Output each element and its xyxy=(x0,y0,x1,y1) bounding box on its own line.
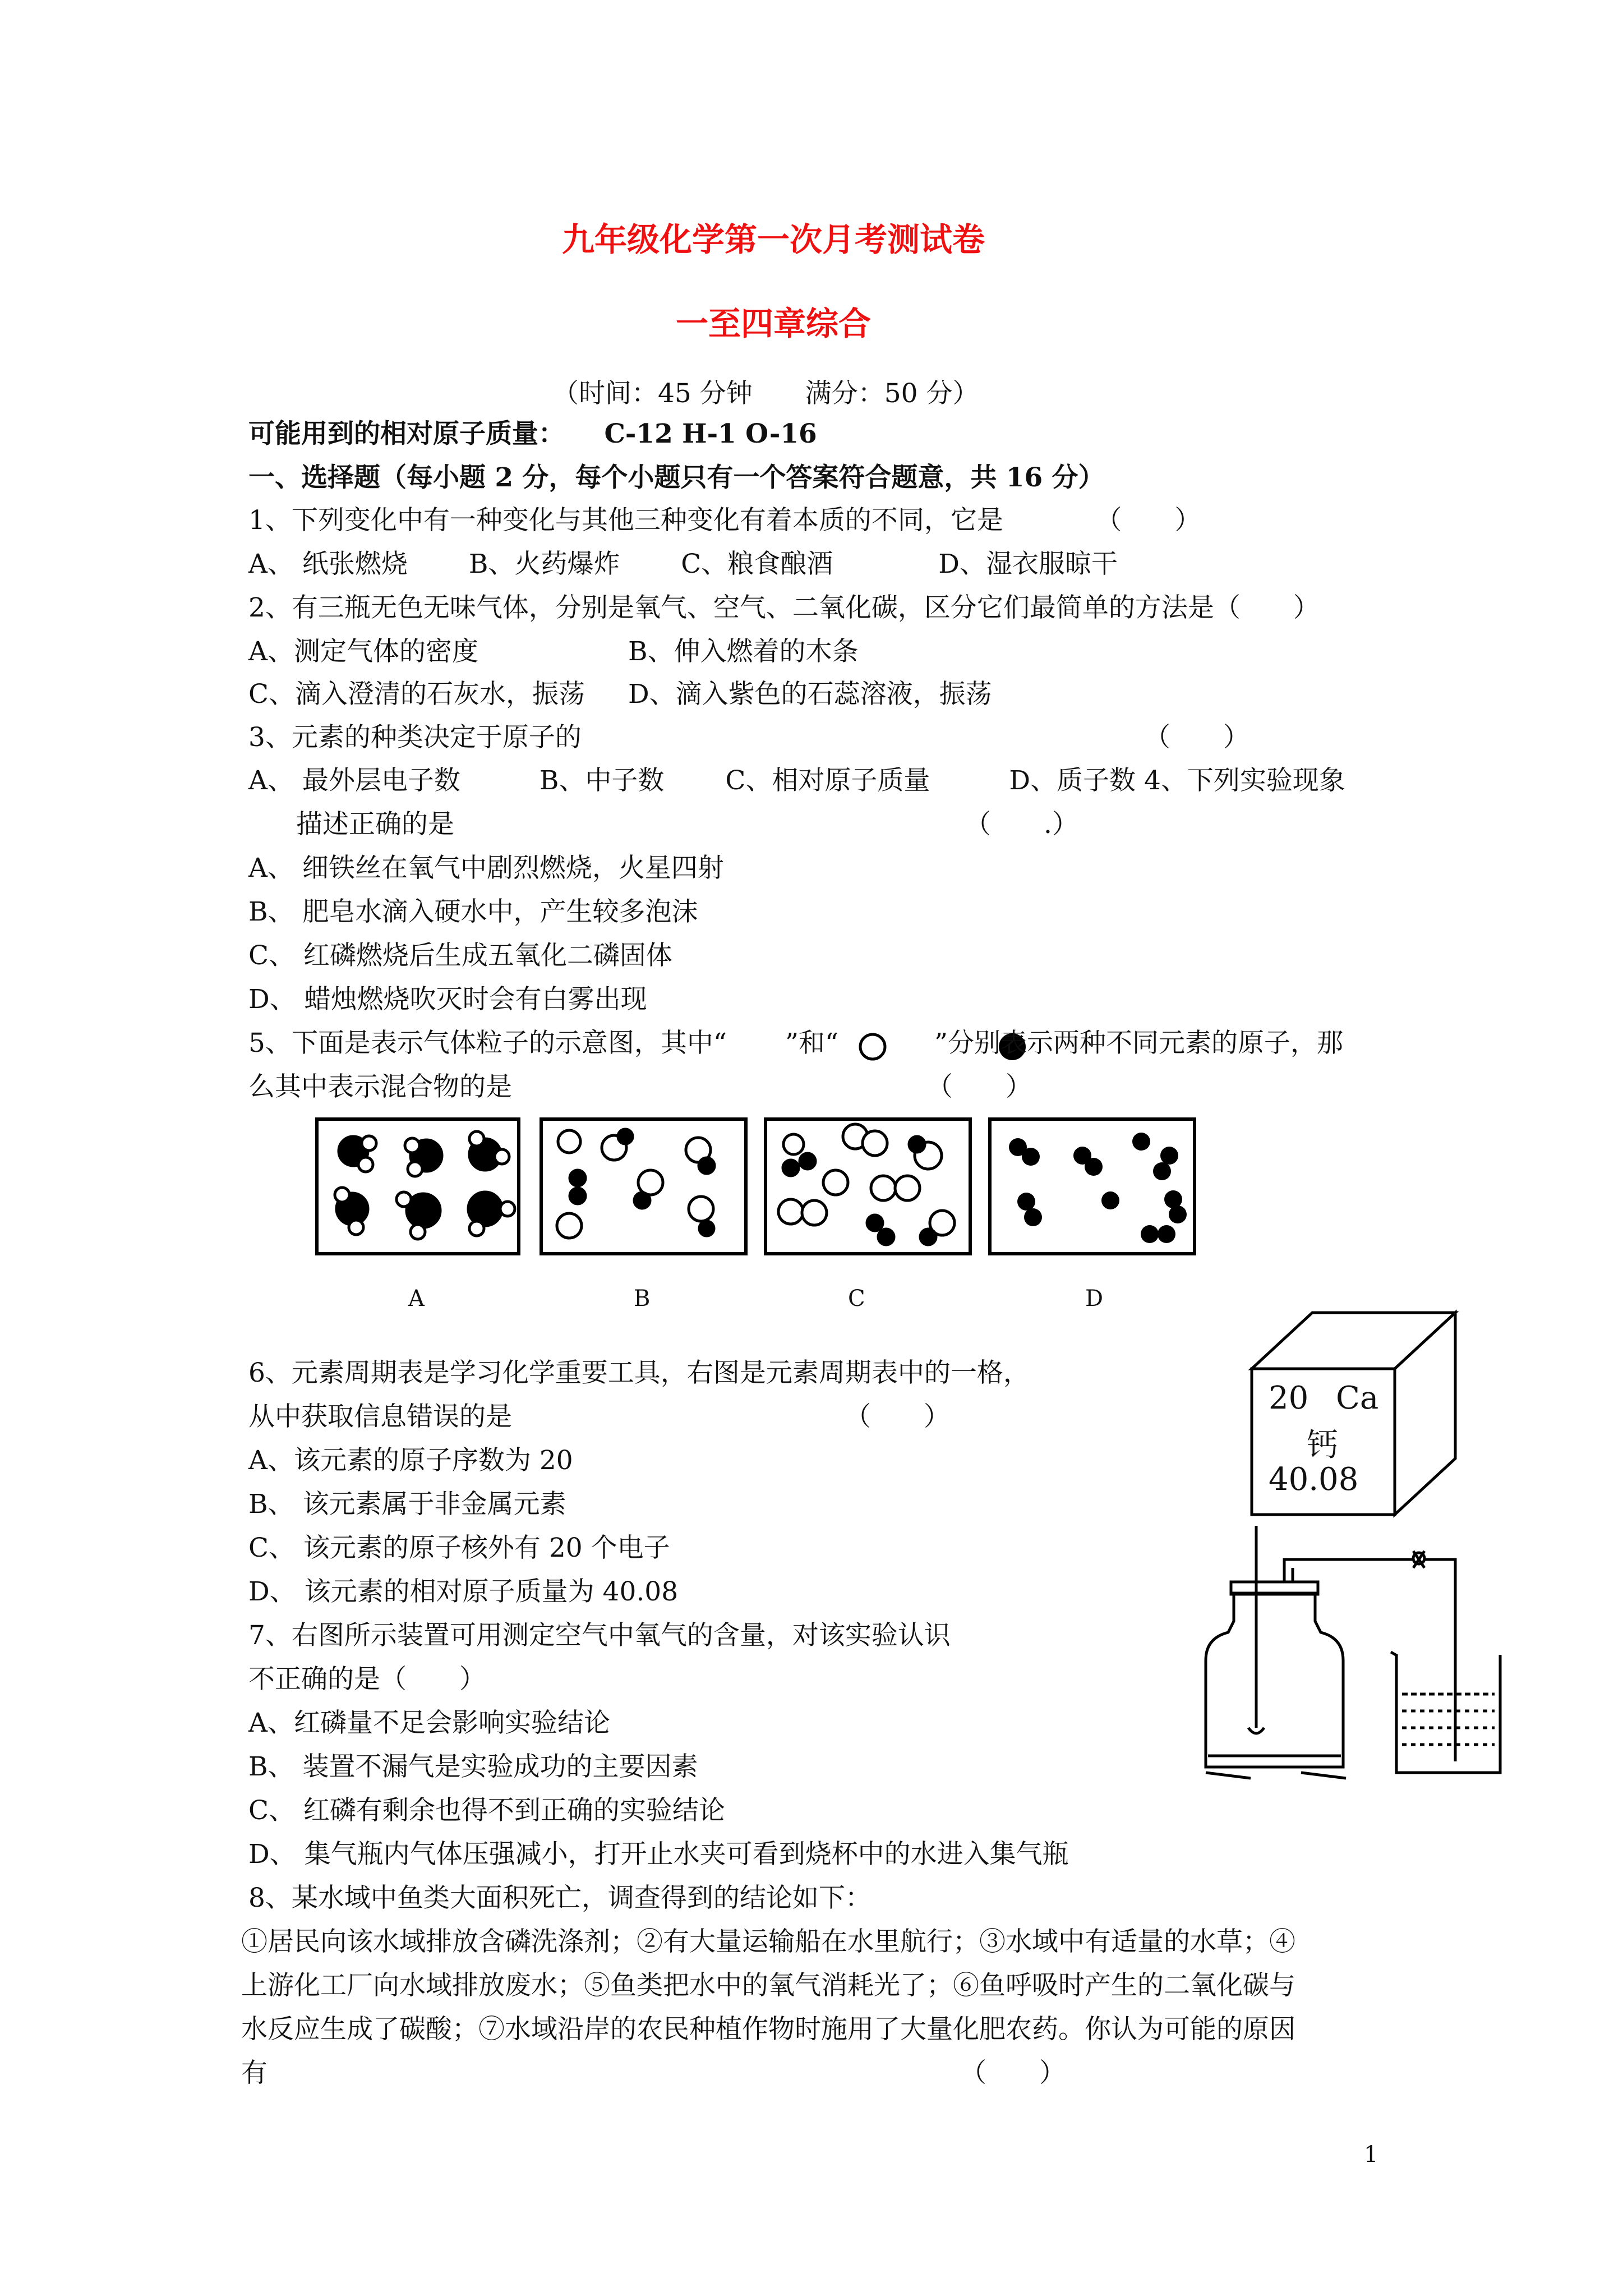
q7-option-b: B、 装置不漏气是实验成功的主要因素 xyxy=(248,1751,698,1782)
q6-option-d: D、 该元素的相对原子质量为 40.08 xyxy=(248,1576,679,1607)
q7-option-d: D、 集气瓶内气体压强减小，打开止水夹可看到烧杯中的水进入集气瓶 xyxy=(248,1839,1069,1870)
q4-option-d: D、 蜡烛燃烧吹灭时会有白雾出现 xyxy=(248,984,647,1015)
element-mass: 40.08 xyxy=(1269,1461,1359,1498)
q5-stem-part3: ”分别表示两种不同元素的原子，那 xyxy=(934,1028,1344,1059)
q4-option-b: B、 肥皂水滴入硬水中，产生较多泡沫 xyxy=(248,896,698,927)
q2-stem: 2、有三瓶无色无味气体，分别是氧气、空气、二氧化碳，区分它们最简单的方法是（ ） xyxy=(248,592,1320,623)
q8-line2: 上游化工厂向水域排放废水；⑤鱼类把水中的氧气消耗光了；⑥鱼呼吸时产生的二氧化碳与 xyxy=(241,1970,1295,2001)
q4-option-a: A、 细铁丝在氧气中剧烈燃烧，火星四射 xyxy=(248,853,724,884)
q2-option-a: A、测定气体的密度 xyxy=(248,636,478,667)
page-subtitle: 一至四章综合 xyxy=(676,305,872,343)
page-number: 1 xyxy=(1364,2142,1378,2168)
q2-option-b: B、伸入燃着的木条 xyxy=(628,636,859,667)
atomic-mass-line: 可能用到的相对原子质量： C-12 H-1 O-16 xyxy=(248,418,817,449)
q8-line1: ①居民向该水域排放含磷洗涤剂；②有大量运输船在水里航行；③水域中有适量的水草；④ xyxy=(241,1926,1295,1957)
q7-option-c: C、 红磷有剩余也得不到正确的实验结论 xyxy=(248,1795,725,1826)
q6-stem-line1: 6、元素周期表是学习化学重要工具，右图是元素周期表中的一格， xyxy=(248,1358,1030,1388)
oxygen-apparatus-diagram xyxy=(1200,1526,1514,1784)
q6-option-c: C、 该元素的原子核外有 20 个电子 xyxy=(248,1533,670,1563)
q7-stem-line1: 7、右图所示装置可用测定空气中氧气的含量，对该实验认识 xyxy=(248,1620,951,1651)
q5-particle-diagrams xyxy=(314,1116,1206,1318)
q4-paren: （ .） xyxy=(965,809,1078,840)
q5-paren: （ ） xyxy=(926,1071,1032,1102)
q7-stem-line2: 不正确的是（ ） xyxy=(248,1664,486,1695)
q3-stem: 3、元素的种类决定于原子的 xyxy=(248,722,582,753)
q4-option-c: C、 红磷燃烧后生成五氧化二磷固体 xyxy=(248,940,672,971)
q6-option-b: B、 该元素属于非金属元素 xyxy=(248,1489,566,1520)
section-heading: 一、选择题（每小题 2 分，每个小题只有一个答案符合题意，共 16 分） xyxy=(248,462,1105,493)
q6-option-a: A、该元素的原子序数为 20 xyxy=(248,1445,573,1476)
q4-stem: 描述正确的是 xyxy=(296,809,454,840)
diagram-label-a: A xyxy=(408,1286,425,1312)
q8-paren: （ ） xyxy=(960,2058,1066,2088)
element-number: 20 xyxy=(1269,1380,1309,1416)
q8-line3: 水反应生成了碳酸；⑦水域沿岸的农民种植作物时施用了大量化肥农药。你认为可能的原因 xyxy=(241,2014,1295,2045)
diagram-label-c: C xyxy=(848,1286,865,1312)
q7-option-a: A、红磷量不足会影响实验结论 xyxy=(248,1708,610,1738)
white-atom-icon xyxy=(860,1034,885,1059)
q6-stem-line2: 从中获取信息错误的是 xyxy=(248,1401,512,1432)
diagram-label-d: D xyxy=(1085,1286,1104,1312)
q2-option-d: D、滴入紫色的石蕊溶液，振荡 xyxy=(628,679,992,710)
q3-paren: （ ） xyxy=(1144,722,1249,753)
q6-paren: （ ） xyxy=(845,1401,950,1432)
element-symbol: Ca xyxy=(1336,1380,1379,1416)
q1-stem: 1、下列变化中有一种变化与其他三种变化有着本质的不同，它是 （ ） xyxy=(248,505,1201,536)
q1-options: A、 纸张燃烧 B、火药爆炸 C、粮食酿酒 D、湿衣服晾干 xyxy=(248,549,1118,579)
q5-stem-line2: 么其中表示混合物的是 xyxy=(248,1071,512,1102)
q8-line4: 有 xyxy=(241,2058,268,2088)
q5-stem-part1: 5、下面是表示气体粒子的示意图，其中“ xyxy=(248,1028,727,1059)
element-name: 钙 xyxy=(1307,1427,1338,1464)
diagram-label-b: B xyxy=(634,1286,651,1312)
q8-stem: 8、某水域中鱼类大面积死亡，调查得到的结论如下： xyxy=(248,1883,872,1913)
q3-options: A、 最外层电子数 B、中子数 C、相对原子质量 D、质子数 4、下列实验现象 xyxy=(248,765,1345,796)
q2-option-c: C、滴入澄清的石灰水，振荡 xyxy=(248,679,585,710)
q5-stem-part2: ”和“ xyxy=(785,1028,839,1059)
page-title: 九年级化学第一次月考测试卷 xyxy=(562,220,985,259)
exam-meta: （时间：45 分钟 满分：50 分） xyxy=(552,378,979,409)
